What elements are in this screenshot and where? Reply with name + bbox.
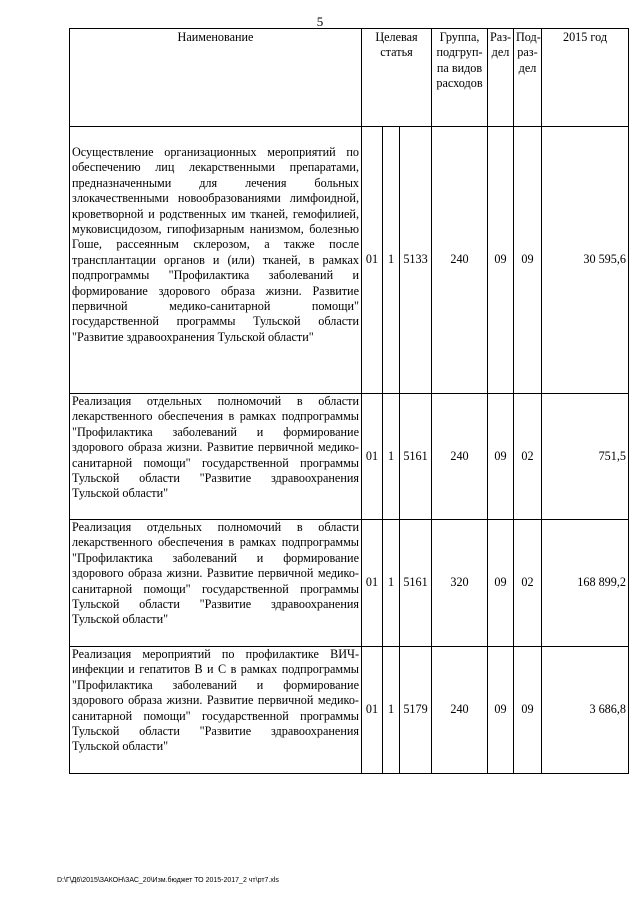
- row-program: 01: [362, 127, 383, 394]
- row-amount: 751,5: [542, 394, 629, 520]
- header-target-article: Целевая статья: [362, 29, 432, 127]
- row-subprogram: 1: [383, 647, 400, 774]
- table-row: [70, 127, 629, 394]
- row-subsection: 02: [514, 520, 542, 647]
- row-article: 5133: [400, 127, 432, 394]
- row-program: 01: [362, 520, 383, 647]
- row-program: 01: [362, 394, 383, 520]
- row-article: 5161: [400, 394, 432, 520]
- row-group: 320: [432, 520, 488, 647]
- file-path-footer: D:\Г\Д6\2015\ЗАКОН\ЗАС_20\Изм.бюджет ТО 2015-2017_2 чт\рт7.xls: [57, 877, 279, 884]
- header-expense-group: Группа, подгруп-па видов расходов: [432, 29, 488, 127]
- row-name: Реализация мероприятий по профилактике ВИЧ-инфекции и гепатитов В и С в рамках подпрограммы "Профилактика заболеваний и формирование здорового образа жизни. Развитие первичной медико-санитарной помощи" государственной программы Тульской области "Развитие здравоохранения Тульской области": [70, 647, 362, 774]
- table-row: [70, 520, 629, 647]
- row-name: Осуществление организационных мероприятий по обеспечению лиц лекарственными препаратами, предназначенными для лечения больных злокачественными новообразованиями лимфоидной, кроветворной и родственных им тканей, гемофилией, муковисцидозом, гипофизарным нанизмом, болезнью Гоше, рассеянным склерозом, а также после трансплантации органов и (или) тканей, в рамках подпрограммы "Профилактика заболеваний и формирование здорового образа жизни. Развитие первичной медико-санитарной помощи" государственной программы Тульской области "Развитие здравоохранения Тульской области": [70, 127, 362, 394]
- row-article: 5179: [400, 647, 432, 774]
- page-number: 5: [316, 14, 324, 29]
- row-amount: 3 686,8: [542, 647, 629, 774]
- row-name: Реализация отдельных полномочий в области лекарственного обеспечения в рамках подпрограммы "Профилактика заболеваний и формирование здорового образа жизни. Развитие первичной медико-санитарной помощи" государственной программы Тульской области "Развитие здравоохранения Тульской области": [70, 394, 362, 520]
- row-amount: 168 899,2: [542, 520, 629, 647]
- header-subsection: Под-раз-дел: [514, 29, 542, 127]
- header-name: Наименование: [70, 29, 362, 127]
- row-subprogram: 1: [383, 520, 400, 647]
- row-group: 240: [432, 394, 488, 520]
- row-article: 5161: [400, 520, 432, 647]
- header-section: Раз-дел: [488, 29, 514, 127]
- row-section: 09: [488, 647, 514, 774]
- row-subprogram: 1: [383, 394, 400, 520]
- row-group: 240: [432, 647, 488, 774]
- row-program: 01: [362, 647, 383, 774]
- row-section: 09: [488, 520, 514, 647]
- row-section: 09: [488, 394, 514, 520]
- row-subsection: 02: [514, 394, 542, 520]
- row-subsection: 09: [514, 127, 542, 394]
- row-subsection: 09: [514, 647, 542, 774]
- row-name: Реализация отдельных полномочий в области лекарственного обеспечения в рамках подпрограммы "Профилактика заболеваний и формирование здорового образа жизни. Развитие первичной медико-санитарной помощи" государственной программы Тульской области "Развитие здравоохранения Тульской области": [70, 520, 362, 647]
- row-amount: 30 595,6: [542, 127, 629, 394]
- row-group: 240: [432, 127, 488, 394]
- row-subprogram: 1: [383, 127, 400, 394]
- row-section: 09: [488, 127, 514, 394]
- table-row: [70, 647, 629, 774]
- table-header-row: [70, 29, 629, 127]
- header-year: 2015 год: [542, 29, 629, 127]
- budget-table: [69, 28, 629, 774]
- table-row: [70, 394, 629, 520]
